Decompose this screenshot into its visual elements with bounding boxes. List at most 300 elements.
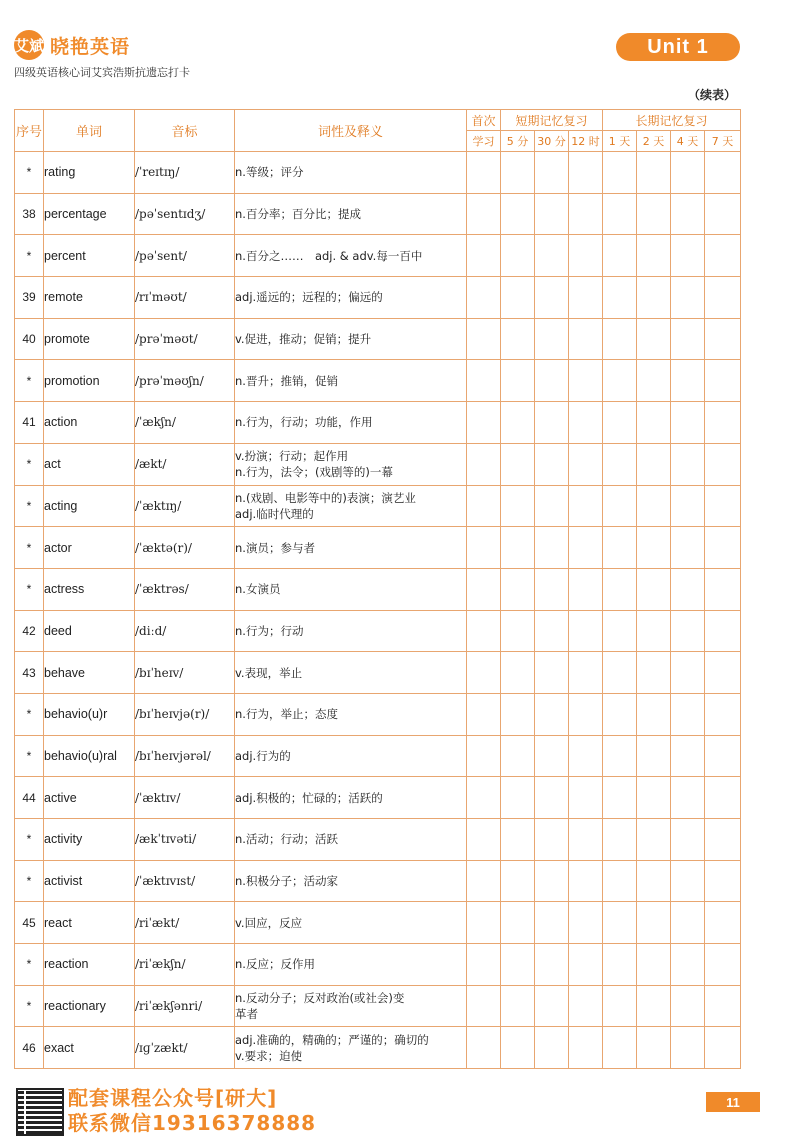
checkbox-cell-long-4d[interactable] [671, 860, 705, 902]
checkbox-cell-long-4d[interactable] [671, 693, 705, 735]
checkbox-cell-long-4d[interactable] [671, 443, 705, 485]
checkbox-cell-long-1d[interactable] [603, 318, 637, 360]
checkbox-cell-long-1d[interactable] [603, 860, 637, 902]
row-ipa: /ækˈtɪvəti/ [135, 819, 235, 861]
checkbox-cell-long-1d[interactable] [603, 693, 637, 735]
vocab-table [14, 109, 741, 1069]
checkbox-cell-long-4d[interactable] [671, 235, 705, 277]
definition-line: n.行为；行动 [235, 623, 304, 638]
checkbox-cell-first-study[interactable] [467, 985, 501, 1027]
checkbox-cell-long-2d[interactable] [637, 527, 671, 569]
row-word: promote [44, 318, 135, 360]
header-short-30min: 30 分 [535, 131, 569, 152]
checkbox-cell-long-4d[interactable] [671, 402, 705, 444]
row-ipa: /bɪˈheɪvjərəl/ [135, 735, 235, 777]
checkbox-cell-first-study[interactable] [467, 735, 501, 777]
definition-line: n.反动分子；反对政治(或社会)变 [235, 991, 405, 1006]
checkbox-cell-first-study[interactable] [467, 485, 501, 527]
definition-line: v.表现，举止 [235, 665, 303, 680]
table-row [15, 693, 741, 735]
row-ipa: /ˈæktɪv/ [135, 777, 235, 819]
checkbox-cell-long-7d[interactable] [705, 944, 741, 986]
definition-line: adj.遥远的；远程的；偏远的 [235, 290, 383, 305]
definition-line: v.促进，推动；促销；提升 [235, 332, 372, 347]
checkbox-cell-short-12h[interactable] [569, 777, 603, 819]
checkbox-cell-long-7d[interactable] [705, 735, 741, 777]
checkbox-cell-long-1d[interactable] [603, 277, 637, 319]
table-row [15, 735, 741, 777]
checkbox-cell-long-2d[interactable] [637, 819, 671, 861]
checkbox-cell-short-5min[interactable] [501, 735, 535, 777]
definition-line: adj.积极的；忙碌的；活跃的 [235, 790, 383, 805]
checkbox-cell-long-1d[interactable] [603, 902, 637, 944]
unit-badge: Unit 1 [616, 33, 740, 61]
checkbox-cell-long-4d[interactable] [671, 902, 705, 944]
checkbox-cell-short-12h[interactable] [569, 443, 603, 485]
checkbox-cell-long-1d[interactable] [603, 193, 637, 235]
checkbox-cell-long-7d[interactable] [705, 402, 741, 444]
header-long-1d: 1 天 [603, 131, 637, 152]
checkbox-cell-short-30min[interactable] [535, 819, 569, 861]
checkbox-cell-short-12h[interactable] [569, 527, 603, 569]
checkbox-cell-long-4d[interactable] [671, 819, 705, 861]
checkbox-cell-short-30min[interactable] [535, 1027, 569, 1069]
checkbox-cell-short-30min[interactable] [535, 693, 569, 735]
checkbox-cell-long-7d[interactable] [705, 235, 741, 277]
row-word: exact [44, 1027, 135, 1069]
checkbox-cell-short-5min[interactable] [501, 568, 535, 610]
row-number: 44 [15, 777, 44, 819]
row-number: 46 [15, 1027, 44, 1069]
checkbox-cell-long-7d[interactable] [705, 819, 741, 861]
promo-line-1: 配套课程公众号[研大] [68, 1086, 278, 1110]
checkbox-cell-long-4d[interactable] [671, 277, 705, 319]
table-row [15, 819, 741, 861]
table-row [15, 318, 741, 360]
checkbox-cell-long-1d[interactable] [603, 777, 637, 819]
checkbox-cell-short-5min[interactable] [501, 693, 535, 735]
checkbox-cell-short-12h[interactable] [569, 318, 603, 360]
checkbox-cell-long-1d[interactable] [603, 443, 637, 485]
row-number: * [15, 443, 44, 485]
checkbox-cell-first-study[interactable] [467, 652, 501, 694]
row-word: active [44, 777, 135, 819]
definition-line: v.回应，反应 [235, 915, 303, 930]
checkbox-cell-long-7d[interactable] [705, 693, 741, 735]
row-word: actress [44, 568, 135, 610]
checkbox-cell-short-30min[interactable] [535, 152, 569, 194]
checkbox-cell-first-study[interactable] [467, 360, 501, 402]
checkbox-cell-long-4d[interactable] [671, 193, 705, 235]
definition-line: adj.行为的 [235, 748, 291, 763]
checkbox-cell-short-12h[interactable] [569, 360, 603, 402]
checkbox-cell-long-4d[interactable] [671, 485, 705, 527]
checkbox-cell-short-30min[interactable] [535, 235, 569, 277]
row-word: behave [44, 652, 135, 694]
definition-line: n.等级；评分 [235, 165, 304, 180]
row-ipa: /ˈæktɪŋ/ [135, 485, 235, 527]
row-number: 38 [15, 193, 44, 235]
vocab-table-body [15, 152, 741, 1069]
checkbox-cell-short-5min[interactable] [501, 360, 535, 402]
checkbox-cell-first-study[interactable] [467, 193, 501, 235]
row-word: behavio(u)r [44, 693, 135, 735]
checkbox-cell-long-2d[interactable] [637, 402, 671, 444]
checkbox-cell-long-7d[interactable] [705, 777, 741, 819]
checkbox-cell-first-study[interactable] [467, 860, 501, 902]
row-ipa: /riˈækʃn/ [135, 944, 235, 986]
definition-line: n.行为，法令；(戏剧等的)一幕 [235, 465, 393, 480]
checkbox-cell-long-1d[interactable] [603, 1027, 637, 1069]
definition-line: adj.准确的，精确的；严谨的；确切的 [235, 1032, 429, 1047]
row-ipa: /riˈækʃənri/ [135, 985, 235, 1027]
definition-line: n.(戏剧、电影等中的)表演；演艺业 [235, 490, 416, 505]
row-ipa: /bɪˈheɪv/ [135, 652, 235, 694]
checkbox-cell-first-study[interactable] [467, 819, 501, 861]
checkbox-cell-short-12h[interactable] [569, 568, 603, 610]
checkbox-cell-first-study[interactable] [467, 902, 501, 944]
checkbox-cell-long-2d[interactable] [637, 693, 671, 735]
checkbox-cell-long-4d[interactable] [671, 944, 705, 986]
row-ipa: /pəˈsentɪdʒ/ [135, 193, 235, 235]
checkbox-cell-first-study[interactable] [467, 235, 501, 277]
checkbox-cell-short-5min[interactable] [501, 652, 535, 694]
checkbox-cell-short-30min[interactable] [535, 318, 569, 360]
checkbox-cell-long-4d[interactable] [671, 360, 705, 402]
table-row [15, 152, 741, 194]
promo-text [68, 1086, 316, 1136]
checkbox-cell-short-30min[interactable] [535, 777, 569, 819]
checkbox-cell-short-30min[interactable] [535, 902, 569, 944]
row-word: act [44, 443, 135, 485]
checkbox-cell-short-5min[interactable] [501, 902, 535, 944]
promo-line-2: 联系微信19316378888 [68, 1111, 317, 1135]
checkbox-cell-long-7d[interactable] [705, 985, 741, 1027]
checkbox-cell-long-1d[interactable] [603, 235, 637, 277]
row-definition [235, 985, 467, 1027]
checkbox-cell-long-2d[interactable] [637, 777, 671, 819]
checkbox-cell-short-12h[interactable] [569, 902, 603, 944]
checkbox-cell-long-2d[interactable] [637, 902, 671, 944]
checkbox-cell-short-30min[interactable] [535, 402, 569, 444]
checkbox-cell-short-30min[interactable] [535, 944, 569, 986]
checkbox-cell-long-4d[interactable] [671, 777, 705, 819]
checkbox-cell-short-30min[interactable] [535, 485, 569, 527]
row-definition [235, 527, 467, 569]
checkbox-cell-short-5min[interactable] [501, 860, 535, 902]
checkbox-cell-long-2d[interactable] [637, 652, 671, 694]
row-number: * [15, 944, 44, 986]
checkbox-cell-first-study[interactable] [467, 318, 501, 360]
checkbox-cell-long-1d[interactable] [603, 652, 637, 694]
table-row [15, 944, 741, 986]
book-subtitle: 四级英语核心词艾宾浩斯抗遗忘打卡 [14, 66, 190, 79]
row-ipa: /prəˈməʊʃn/ [135, 360, 235, 402]
checkbox-cell-short-5min[interactable] [501, 527, 535, 569]
checkbox-cell-long-7d[interactable] [705, 277, 741, 319]
table-row [15, 277, 741, 319]
checkbox-cell-long-2d[interactable] [637, 485, 671, 527]
checkbox-cell-long-7d[interactable] [705, 902, 741, 944]
table-row [15, 610, 741, 652]
checkbox-cell-short-30min[interactable] [535, 735, 569, 777]
checkbox-cell-long-4d[interactable] [671, 568, 705, 610]
checkbox-cell-short-5min[interactable] [501, 152, 535, 194]
row-definition [235, 402, 467, 444]
checkbox-cell-long-7d[interactable] [705, 318, 741, 360]
checkbox-cell-long-4d[interactable] [671, 527, 705, 569]
table-row [15, 652, 741, 694]
checkbox-cell-long-1d[interactable] [603, 568, 637, 610]
checkbox-cell-short-12h[interactable] [569, 193, 603, 235]
table-row [15, 485, 741, 527]
checkbox-cell-short-5min[interactable] [501, 777, 535, 819]
row-number: * [15, 235, 44, 277]
checkbox-cell-first-study[interactable] [467, 568, 501, 610]
definition-line: n.行为，行动；功能，作用 [235, 415, 373, 430]
checkbox-cell-short-12h[interactable] [569, 735, 603, 777]
definition-line: n.积极分子；活动家 [235, 874, 338, 889]
checkbox-cell-long-4d[interactable] [671, 610, 705, 652]
checkbox-cell-first-study[interactable] [467, 944, 501, 986]
checkbox-cell-short-30min[interactable] [535, 443, 569, 485]
checkbox-cell-long-7d[interactable] [705, 860, 741, 902]
checkbox-cell-long-4d[interactable] [671, 152, 705, 194]
row-definition [235, 235, 467, 277]
row-ipa: /prəˈməʊt/ [135, 318, 235, 360]
checkbox-cell-short-12h[interactable] [569, 610, 603, 652]
checkbox-cell-long-2d[interactable] [637, 152, 671, 194]
checkbox-cell-short-5min[interactable] [501, 944, 535, 986]
checkbox-cell-long-4d[interactable] [671, 318, 705, 360]
checkbox-cell-long-2d[interactable] [637, 610, 671, 652]
checkbox-cell-first-study[interactable] [467, 527, 501, 569]
checkbox-cell-short-5min[interactable] [501, 985, 535, 1027]
checkbox-cell-long-7d[interactable] [705, 527, 741, 569]
row-ipa: /ˈæktɪvɪst/ [135, 860, 235, 902]
row-word: percentage [44, 193, 135, 235]
row-definition [235, 652, 467, 694]
checkbox-cell-short-30min[interactable] [535, 360, 569, 402]
row-word: activity [44, 819, 135, 861]
checkbox-cell-first-study[interactable] [467, 693, 501, 735]
header-long-term: 长期记忆复习 [603, 110, 741, 131]
checkbox-cell-short-5min[interactable] [501, 443, 535, 485]
definition-line: 革者 [235, 1007, 258, 1022]
table-row [15, 902, 741, 944]
checkbox-cell-long-2d[interactable] [637, 235, 671, 277]
checkbox-cell-first-study[interactable] [467, 277, 501, 319]
header-ipa: 音标 [135, 110, 235, 152]
definition-line: n.百分之…… adj. & adv.每一百中 [235, 248, 423, 263]
row-definition [235, 777, 467, 819]
checkbox-cell-short-12h[interactable] [569, 693, 603, 735]
row-number: * [15, 568, 44, 610]
row-number: * [15, 485, 44, 527]
checkbox-cell-long-7d[interactable] [705, 610, 741, 652]
row-definition [235, 693, 467, 735]
checkbox-cell-short-5min[interactable] [501, 819, 535, 861]
checkbox-cell-long-1d[interactable] [603, 152, 637, 194]
row-definition [235, 1027, 467, 1069]
table-row [15, 443, 741, 485]
checkbox-cell-first-study[interactable] [467, 1027, 501, 1069]
row-definition [235, 860, 467, 902]
logo-badge-icon: 艾斌 [14, 30, 44, 60]
checkbox-cell-long-1d[interactable] [603, 485, 637, 527]
header-short-term: 短期记忆复习 [501, 110, 603, 131]
checkbox-cell-short-12h[interactable] [569, 485, 603, 527]
row-ipa: /ɪɡˈzækt/ [135, 1027, 235, 1069]
checkbox-cell-long-2d[interactable] [637, 1027, 671, 1069]
checkbox-cell-short-12h[interactable] [569, 152, 603, 194]
row-word: acting [44, 485, 135, 527]
checkbox-cell-first-study[interactable] [467, 777, 501, 819]
row-definition [235, 318, 467, 360]
checkbox-cell-short-5min[interactable] [501, 277, 535, 319]
checkbox-cell-long-1d[interactable] [603, 527, 637, 569]
row-definition [235, 944, 467, 986]
definition-line: n.晋升；推销，促销 [235, 373, 338, 388]
checkbox-cell-long-2d[interactable] [637, 985, 671, 1027]
header-definition: 词性及释义 [235, 110, 467, 152]
checkbox-cell-long-7d[interactable] [705, 360, 741, 402]
row-word: promotion [44, 360, 135, 402]
checkbox-cell-long-2d[interactable] [637, 318, 671, 360]
row-definition [235, 277, 467, 319]
checkbox-cell-short-12h[interactable] [569, 652, 603, 694]
row-number: 41 [15, 402, 44, 444]
checkbox-cell-long-1d[interactable] [603, 819, 637, 861]
checkbox-cell-short-30min[interactable] [535, 652, 569, 694]
row-definition [235, 735, 467, 777]
header-word: 单词 [44, 110, 135, 152]
definition-line: n.活动；行动；活跃 [235, 832, 338, 847]
definition-line: n.女演员 [235, 582, 281, 597]
checkbox-cell-long-1d[interactable] [603, 360, 637, 402]
row-ipa: /pəˈsent/ [135, 235, 235, 277]
checkbox-cell-long-2d[interactable] [637, 860, 671, 902]
definition-line: n.百分率；百分比；提成 [235, 207, 361, 222]
checkbox-cell-short-12h[interactable] [569, 860, 603, 902]
checkbox-cell-short-12h[interactable] [569, 1027, 603, 1069]
checkbox-cell-long-7d[interactable] [705, 152, 741, 194]
page-footer [0, 1080, 800, 1145]
row-definition [235, 152, 467, 194]
table-row [15, 1027, 741, 1069]
checkbox-cell-short-5min[interactable] [501, 318, 535, 360]
checkbox-cell-long-2d[interactable] [637, 277, 671, 319]
row-ipa: /ˈæktə(r)/ [135, 527, 235, 569]
definition-line: adj.临时代理的 [235, 506, 314, 521]
checkbox-cell-long-7d[interactable] [705, 652, 741, 694]
checkbox-cell-short-30min[interactable] [535, 277, 569, 319]
header-long-4d: 4 天 [671, 131, 705, 152]
checkbox-cell-short-5min[interactable] [501, 235, 535, 277]
checkbox-cell-short-30min[interactable] [535, 193, 569, 235]
checkbox-cell-long-2d[interactable] [637, 944, 671, 986]
checkbox-cell-long-2d[interactable] [637, 568, 671, 610]
row-ipa: /bɪˈheɪvjə(r)/ [135, 693, 235, 735]
checkbox-cell-long-7d[interactable] [705, 1027, 741, 1069]
checkbox-cell-short-30min[interactable] [535, 860, 569, 902]
row-definition [235, 610, 467, 652]
row-number: * [15, 152, 44, 194]
header-first-study-top: 首次 [467, 110, 501, 131]
checkbox-cell-first-study[interactable] [467, 443, 501, 485]
checkbox-cell-long-2d[interactable] [637, 193, 671, 235]
checkbox-cell-long-1d[interactable] [603, 402, 637, 444]
page-number: 11 [706, 1092, 760, 1112]
checkbox-cell-short-5min[interactable] [501, 402, 535, 444]
checkbox-cell-long-7d[interactable] [705, 485, 741, 527]
checkbox-cell-long-7d[interactable] [705, 193, 741, 235]
checkbox-cell-first-study[interactable] [467, 402, 501, 444]
table-row [15, 527, 741, 569]
checkbox-cell-long-7d[interactable] [705, 568, 741, 610]
row-definition [235, 193, 467, 235]
checkbox-cell-short-12h[interactable] [569, 819, 603, 861]
page-header [0, 0, 800, 110]
row-number: * [15, 527, 44, 569]
checkbox-cell-long-1d[interactable] [603, 735, 637, 777]
table-row [15, 860, 741, 902]
checkbox-cell-short-5min[interactable] [501, 485, 535, 527]
checkbox-cell-long-7d[interactable] [705, 443, 741, 485]
row-word: reaction [44, 944, 135, 986]
definition-line: v.要求；迫使 [235, 1048, 303, 1063]
checkbox-cell-short-12h[interactable] [569, 402, 603, 444]
row-number: * [15, 985, 44, 1027]
row-number: * [15, 735, 44, 777]
checkbox-cell-short-30min[interactable] [535, 527, 569, 569]
row-definition [235, 819, 467, 861]
checkbox-cell-long-4d[interactable] [671, 985, 705, 1027]
checkbox-cell-long-1d[interactable] [603, 610, 637, 652]
row-number: * [15, 819, 44, 861]
checkbox-cell-short-30min[interactable] [535, 610, 569, 652]
continued-label: （续表） [687, 88, 736, 102]
table-row [15, 235, 741, 277]
row-ipa: /rɪˈməʊt/ [135, 277, 235, 319]
row-number: * [15, 693, 44, 735]
checkbox-cell-short-30min[interactable] [535, 568, 569, 610]
checkbox-cell-long-4d[interactable] [671, 1027, 705, 1069]
checkbox-cell-short-5min[interactable] [501, 610, 535, 652]
logo [14, 30, 130, 60]
row-ipa: /riˈækt/ [135, 902, 235, 944]
checkbox-cell-short-5min[interactable] [501, 193, 535, 235]
checkbox-cell-short-12h[interactable] [569, 235, 603, 277]
header-first-study-bottom: 学习 [467, 131, 501, 152]
checkbox-cell-short-12h[interactable] [569, 985, 603, 1027]
checkbox-cell-long-1d[interactable] [603, 944, 637, 986]
checkbox-cell-first-study[interactable] [467, 152, 501, 194]
checkbox-cell-long-2d[interactable] [637, 735, 671, 777]
checkbox-cell-short-12h[interactable] [569, 277, 603, 319]
checkbox-cell-short-30min[interactable] [535, 985, 569, 1027]
checkbox-cell-first-study[interactable] [467, 610, 501, 652]
checkbox-cell-long-2d[interactable] [637, 443, 671, 485]
checkbox-cell-long-4d[interactable] [671, 735, 705, 777]
checkbox-cell-long-1d[interactable] [603, 985, 637, 1027]
checkbox-cell-long-2d[interactable] [637, 360, 671, 402]
checkbox-cell-long-4d[interactable] [671, 652, 705, 694]
checkbox-cell-short-12h[interactable] [569, 944, 603, 986]
header-long-2d: 2 天 [637, 131, 671, 152]
checkbox-cell-short-5min[interactable] [501, 1027, 535, 1069]
row-definition [235, 360, 467, 402]
